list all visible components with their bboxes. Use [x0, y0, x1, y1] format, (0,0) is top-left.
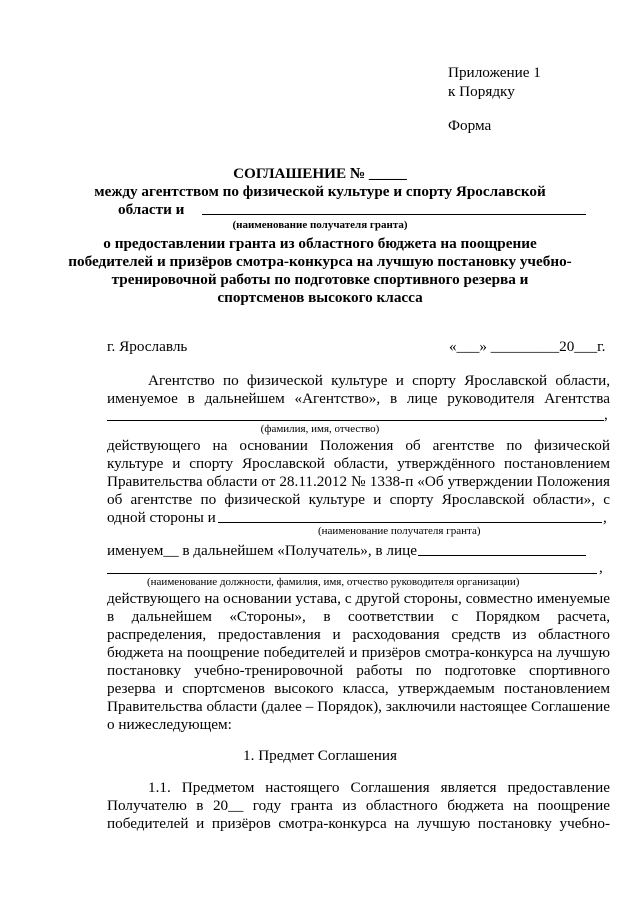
title-line-2: области и — [118, 201, 185, 218]
title-line-6: спортсменов высокого класса — [217, 289, 423, 306]
s1-line-2: Получателю в 20__ году гранта из областного бюджета на поощрение — [107, 797, 610, 814]
recipient-name-line — [202, 214, 586, 215]
agreement-title: СОГЛАШЕНИЕ № _____ — [233, 165, 407, 182]
p1-line-2: именуемое в дальнейшем «Агентство», в лице руководителя Агентства — [107, 390, 610, 407]
recipient-line — [218, 522, 602, 523]
title-line-4: победителей и призёров смотра-конкурса на лучшую постановку учебно- — [68, 253, 572, 270]
position-line — [107, 573, 597, 574]
p1-line-4: культуре и спорту Ярославской области, утверждённого постановлением — [107, 455, 610, 472]
p1-line-7: одной стороны и — [107, 509, 216, 526]
representative-line — [418, 555, 586, 556]
fio-caption: (фамилия, имя, отчество) — [260, 423, 380, 435]
p1-line-1: Агентство по физической культуре и спорту Ярославской области, — [148, 372, 610, 389]
p1-line-13: бюджета на поощрение победителей и призёров смотра-конкурса на лучшую — [107, 644, 610, 661]
comma-3: , — [599, 559, 603, 576]
s1-line-1: 1.1. Предметом настоящего Соглашения является предоставление — [148, 779, 610, 796]
appendix-label: Приложение 1 — [448, 64, 541, 81]
recipient-caption-2: (наименование получателя гранта) — [318, 525, 481, 537]
title-line-5: тренировочной работы по подготовке спортивного резерва и — [111, 271, 529, 288]
form-label: Форма — [448, 117, 492, 134]
position-caption: (наименование должности, фамилия, имя, отчество руководителя организации) — [147, 576, 520, 588]
p1-line-16: Правительства области (далее – Порядок), заключили настоящее Соглашение — [107, 698, 610, 715]
p1-line-3: действующего на основании Положения об агентстве по физической — [107, 437, 610, 454]
date-field: «___» _________20___г. — [449, 338, 606, 355]
p1-line-17: о нижеследующем: — [107, 716, 232, 733]
head-fio-line — [107, 420, 604, 421]
p1-line-11: в дальнейшем «Стороны», в соответствии с Порядком расчета, — [107, 608, 610, 625]
title-line-3: о предоставлении гранта из областного бюджета на поощрение — [103, 235, 537, 252]
recipient-caption: (наименование получателя гранта) — [232, 219, 408, 231]
city-label: г. Ярославль — [107, 338, 188, 355]
section-1-heading: 1. Предмет Соглашения — [243, 747, 397, 764]
p1-line-15: резерва и спортсменов высокого класса, утверждаемым постановлением — [107, 680, 610, 697]
s1-line-3: победителей и призёров смотра-конкурса на лучшую постановку учебно- — [107, 815, 610, 832]
title-line-1: между агентством по физической культуре и спорту Ярославской — [94, 183, 546, 200]
p1-line-8: именуем__ в дальнейшем «Получатель», в лице — [107, 542, 417, 559]
p1-line-12: распределения, предоставления и расходования средств из областного — [107, 626, 610, 643]
p1-line-6: об агентстве по физической культуре и спорту Ярославской области», с — [107, 491, 610, 508]
p1-line-5: Правительства области от 28.11.2012 № 1338-п «Об утверждении Положения — [107, 473, 610, 490]
to-order-label: к Порядку — [448, 83, 515, 100]
p1-line-14: постановку учебно-тренировочной работы по подготовке спортивного — [107, 662, 610, 679]
p1-line-10: действующего на основании устава, с другой стороны, совместно именуемые — [107, 590, 610, 607]
comma-2: , — [603, 509, 607, 526]
comma-1: , — [604, 406, 608, 423]
